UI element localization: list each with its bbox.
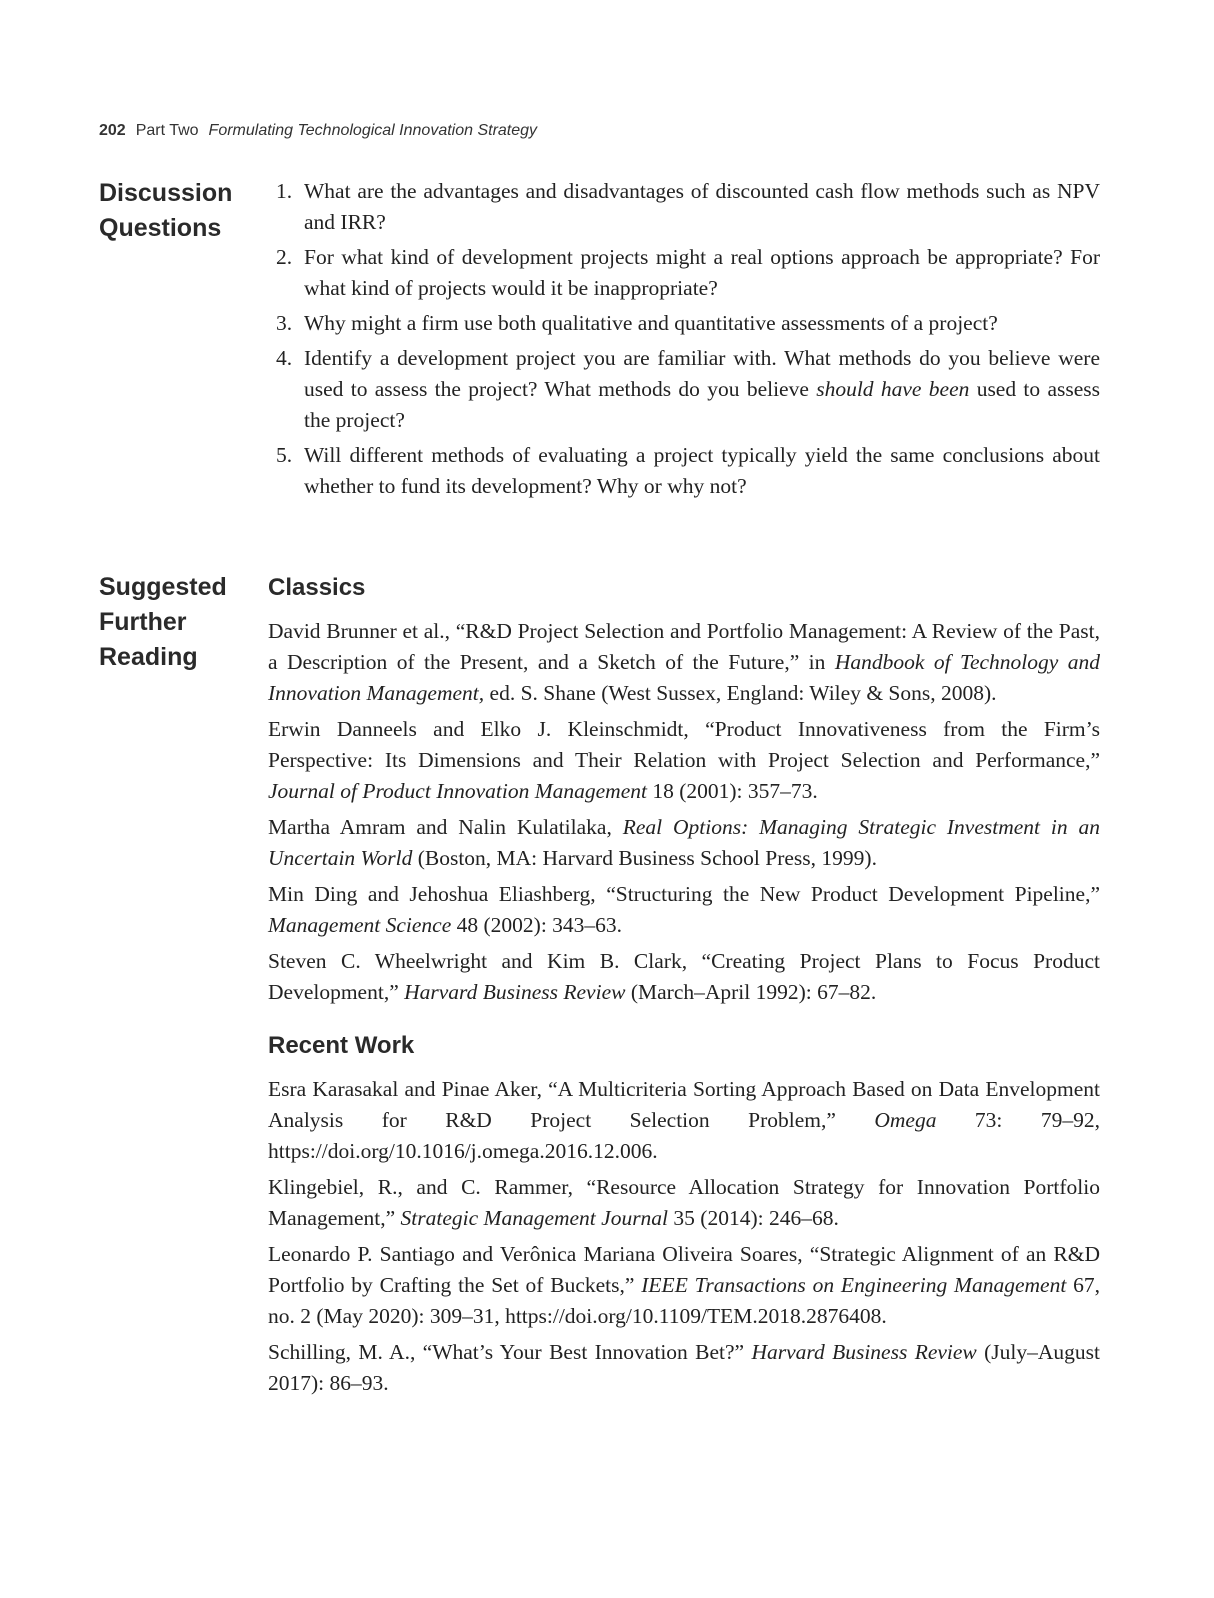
question-item: 5. Will different methods of evaluating a project typically yield the same conclusions about whether to fund its development? Why or why not? xyxy=(276,443,1100,498)
reading-list xyxy=(268,572,1100,1404)
reference-item: Erwin Danneels and Elko J. Kleinschmidt, “Product Innovativeness from the Firm’s Perspective: Its Dimensions and Their Relation with Project Selection and Performance,” Journal of Product Innovation Management 18 (2001): 357–73. xyxy=(268,717,1100,803)
reference-item: Martha Amram and Nalin Kulatilaka, Real Options: Managing Strategic Investment in an Uncertain World (Boston, MA: Harvard Business School Press, 1999). xyxy=(268,815,1101,870)
reference-item: Min Ding and Jehoshua Eliashberg, “Structuring the New Product Development Pipeline,” Management Science 48 (2002): 343–63. xyxy=(268,882,1100,937)
reference-item: Esra Karasakal and Pinae Aker, “A Multicriteria Sorting Approach Based on Data Envelopment Analysis for R&D Project Selection Problem,” Omega 73: 79–92, https://doi.org/10.1016/j.omega.2016.12.006. xyxy=(268,1077,1100,1163)
recent-work-heading: Recent Work xyxy=(268,1032,415,1059)
reference-item: Klingebiel, R., and C. Rammer, “Resource Allocation Strategy for Innovation Portfolio Management,” Strategic Management Journal 35 (2014): 246–68. xyxy=(268,1175,1100,1230)
discussion-heading: Discussion Questions xyxy=(99,179,233,242)
page-number: 202 xyxy=(99,122,126,139)
book-title: Formulating Technological Innovation Strategy xyxy=(208,122,538,139)
question-item: 3. Why might a firm use both qualitative and quantitative assessments of a project? xyxy=(276,311,998,335)
classics-heading: Classics xyxy=(268,574,366,601)
question-item: 1. What are the advantages and disadvantages of discounted cash flow methods such as NPV and IRR? xyxy=(276,179,1100,234)
reference-item: Schilling, M. A., “What’s Your Best Innovation Bet?” Harvard Business Review (July–August 2017): 86–93. xyxy=(268,1340,1100,1395)
question-item: 2. For what kind of development projects might a real options approach be appropriate? For what kind of projects would it be inappropriate? xyxy=(276,245,1100,300)
reading-heading: Suggested Further Reading xyxy=(99,573,227,671)
reference-item: Leonardo P. Santiago and Verônica Mariana Oliveira Soares, “Strategic Alignment of an R&D Portfolio by Crafting the Set of Buckets,” IEEE Transactions on Engineering Management 67, no. 2 (May 2020): 309–31, https://doi.org/10.1109/TEM.2018.2876408. xyxy=(268,1242,1101,1328)
part-label: Part Two xyxy=(135,122,199,139)
reference-item: David Brunner et al., “R&D Project Selection and Portfolio Management: A Review of the Past, a Description of the Present, and a Sketch of the Future,” in Handbook of Technology and Innovation Management, ed. S. Shane (West Sussex, England: Wiley & Sons, 2008). xyxy=(268,619,1100,705)
running-header xyxy=(99,122,537,140)
discussion-questions xyxy=(268,176,1100,506)
question-item: 4. Identify a development project you are familiar with. What methods do you believe were used to assess the project? What methods do you believe should have been used to assess the project? xyxy=(276,346,1101,432)
reference-item: Steven C. Wheelwright and Kim B. Clark, “Creating Project Plans to Focus Product Development,” Harvard Business Review (March–April 1992): 67–82. xyxy=(268,949,1100,1004)
